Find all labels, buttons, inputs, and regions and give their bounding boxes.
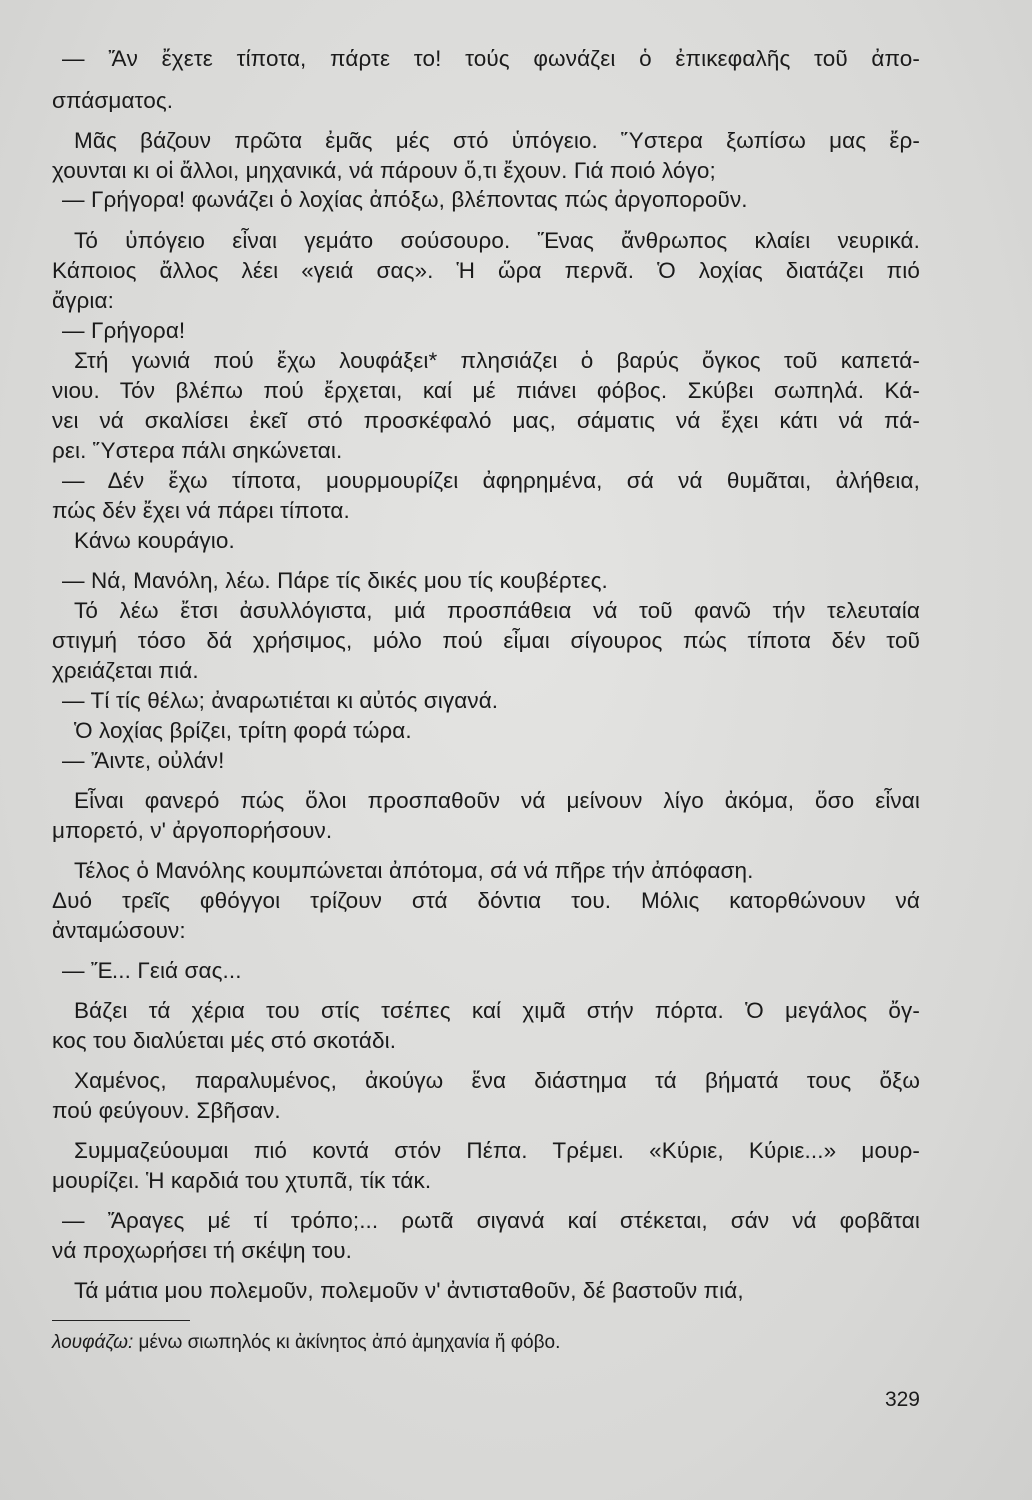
text-line: Συμμαζεύουμαι πιό κοντά στόν Πέπα. Τρέμει. «Κύριε, Κύριε...» μουρ-: [74, 1138, 920, 1163]
footnote: [52, 1330, 560, 1356]
text-line: Μᾶς βάζουν πρῶτα ἐμᾶς μές στό ὑπόγειο. Ὕστερα ξωπίσω μας ἔρ-: [74, 128, 920, 153]
text-line: — Τί τίς θέλω; ἀναρωτιέται κι αὐτός σιγανά.: [62, 688, 499, 713]
text-line: Στή γωνιά πού ἔχω λουφάξει* πλησιάζει ὁ βαρύς ὄγκος τοῦ καπετά-: [74, 348, 920, 373]
text-line: σπάσματος.: [52, 88, 174, 113]
text-line: Ὁ λοχίας βρίζει, τρίτη φορά τώρα.: [74, 718, 412, 743]
text-line: Βάζει τά χέρια του στίς τσέπες καί χιμᾶ στήν πόρτα. Ὁ μεγάλος ὄγ-: [74, 998, 920, 1023]
footnote-term: λουφάζω:: [52, 1332, 134, 1353]
text-line: πού φεύγουν. Σβῆσαν.: [52, 1098, 281, 1123]
footnote-rule: [52, 1320, 190, 1321]
text-line: ἀνταμώσουν:: [52, 918, 186, 943]
text-line: — Γρήγορα! φωνάζει ὁ λοχίας ἀπόξω, βλέποντας πώς ἀργοποροῦν.: [62, 187, 748, 212]
text-line: — Ἄραγες μέ τί τρόπο;... ρωτᾶ σιγανά καί στέκεται, σάν νά φοβᾶται: [62, 1208, 920, 1233]
text-line: Δυό τρεῖς φθόγγοι τρίζουν στά δόντια του. Μόλις κατορθώνουν νά: [52, 888, 920, 913]
text-line: — Ἄν ἔχετε τίποτα, πάρτε το! τούς φωνάζει ὁ ἐπικεφαλῆς τοῦ ἀπο-: [62, 46, 920, 71]
text-line: Κάποιος ἄλλος λέει «γειά σας». Ἡ ὥρα περνᾶ. Ὁ λοχίας διατάζει πιό: [52, 258, 920, 283]
text-line: — Δέν ἔχω τίποτα, μουρμουρίζει ἀφηρημένα, σά νά θυμᾶται, ἀλήθεια,: [62, 468, 920, 493]
text-line: νά προχωρήσει τή σκέψη του.: [52, 1238, 352, 1263]
text-line: νει νά σκαλίσει ἐκεῖ στό προσκέφαλό μας, σάματις νά ἔχει κάτι νά πά-: [52, 408, 920, 433]
text-line: — Ἔ... Γειά σας...: [62, 958, 242, 983]
text-line: κος του διαλύεται μές στό σκοτάδι.: [52, 1028, 397, 1053]
text-line: — Νά, Μανόλη, λέω. Πάρε τίς δικές μου τίς κουβέρτες.: [62, 568, 608, 593]
text-line: — Ἄιντε, οὐλάν!: [62, 748, 225, 773]
text-line: Εἶναι φανερό πώς ὅλοι προσπαθοῦν νά μείνουν λίγο ἀκόμα, ὅσο εἶναι: [74, 788, 920, 813]
text-line: νιου. Τόν βλέπω πού ἔρχεται, καί μέ πιάνει φόβος. Σκύβει σωπηλά. Κά-: [52, 378, 920, 403]
text-line: Τά μάτια μου πολεμοῦν, πολεμοῦν ν' ἀντισταθοῦν, δέ βαστοῦν πιά,: [74, 1278, 744, 1303]
text-line: πώς δέν ἔχει νά πάρει τίποτα.: [52, 498, 350, 523]
text-line: μουρίζει. Ἡ καρδιά του χτυπᾶ, τίκ τάκ.: [52, 1168, 432, 1193]
text-line: Τέλος ὁ Μανόλης κουμπώνεται ἀπότομα, σά νά πῆρε τήν ἀπόφαση.: [74, 858, 754, 883]
text-line: μπορετό, ν' ἀργοπορήσουν.: [52, 818, 333, 843]
footnote-definition: μένω σιωπηλός κι ἀκίνητος ἀπό ἀμηχανία ἤ φόβο.: [138, 1332, 561, 1353]
text-line: ρει. Ὕστερα πάλι σηκώνεται.: [52, 438, 343, 463]
text-line: στιγμή τόσο δά χρήσιμος, μόλο πού εἶμαι σίγουρος πώς τίποτα δέν τοῦ: [52, 628, 920, 653]
text-line: χουνται κι οἱ ἄλλοι, μηχανικά, νά πάρουν ὅ,τι ἔχουν. Γιά ποιό λόγο;: [52, 158, 716, 183]
text-line: ἄγρια:: [52, 288, 114, 313]
text-line: — Γρήγορα!: [62, 318, 186, 343]
text-line: Τό λέω ἔτσι ἀσυλλόγιστα, μιά προσπάθεια νά τοῦ φανῶ τήν τελευταία: [74, 598, 920, 623]
text-line: Κάνω κουράγιο.: [74, 528, 235, 553]
text-line: χρειάζεται πιά.: [52, 658, 199, 683]
text-line: Χαμένος, παραλυμένος, ἀκούγω ἕνα διάστημα τά βήματά τους ὄξω: [74, 1068, 920, 1093]
page-number: 329: [884, 1388, 920, 1411]
text-line: Τό ὑπόγειο εἶναι γεμάτο σούσουρο. Ἕνας ἄνθρωπος κλαίει νευρικά.: [74, 228, 920, 253]
